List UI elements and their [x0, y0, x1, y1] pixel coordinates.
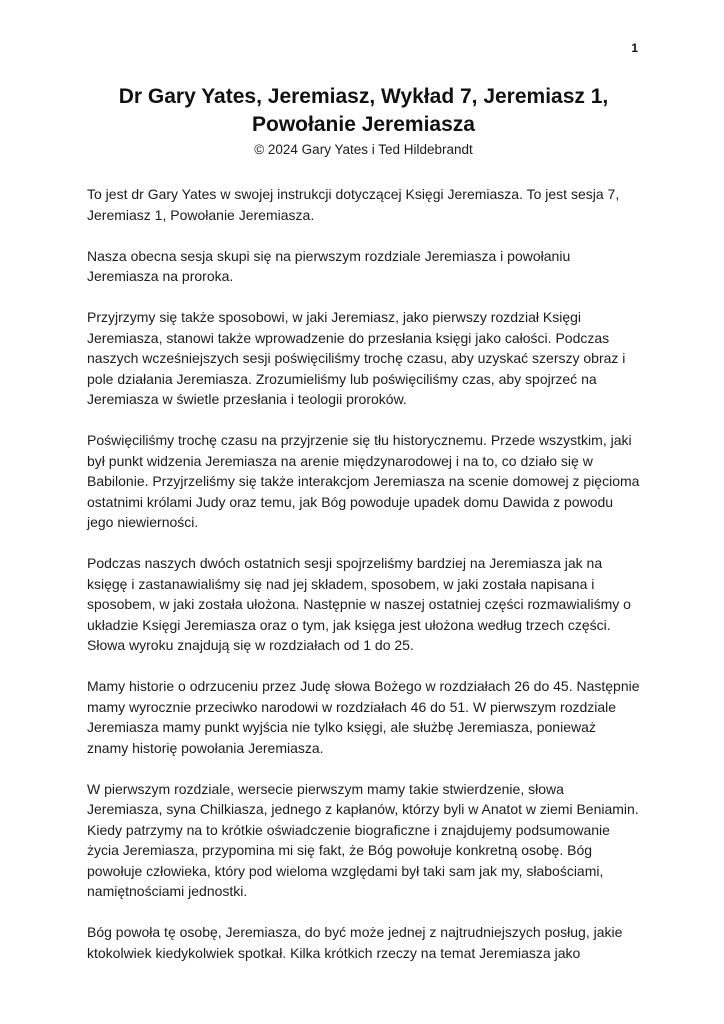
- paragraph-7: W pierwszym rozdziale, wersecie pierwszym mamy takie stwierdzenie, słowa Jeremiasza, syna Chilkiasza, jednego z kapłanów, którzy byli w Anatot w ziemi Beniamin. Kiedy patrzymy na to krótkie oświadczenie biograficzne i znajdujemy podsumowanie życia Jeremiasza, przypomina mi się fakt, że Bóg powołuje konkretną osobę. Bóg powołuje człowieka, który pod wieloma względami był taki sam jak my, słabościami, namiętnościami jednostki.: [87, 780, 639, 899]
- paragraph-1: To jest dr Gary Yates w swojej instrukcji dotyczącej Księgi Jeremiasza. To jest sesja 7, Jeremiasz 1, Powołanie Jeremiasza.: [87, 186, 620, 223]
- paragraph-3: Przyjrzymy się także sposobowi, w jaki Jeremiasz, jako pierwszy rozdział Księgi Jeremiasza, stanowi także wprowadzenie do przesłania księgi jako całości. Podczas naszych wcześniejszych sesji poświęciliśmy trochę czasu, aby uzyskać szerszy obraz i pole działania Jeremiasza. Zrozumieliśmy lub poświęciliśmy czas, aby spojrzeć na Jeremiasza w świetle przesłania i teologii proroków.: [87, 309, 626, 407]
- paragraph-6: Mamy historie o odrzuceniu przez Judę słowa Bożego w rozdziałach 26 do 45. Następnie mamy wyrocznie przeciwko narodowi w rozdziałach 46 do 51. W pierwszym rozdziale Jeremiasza mamy punkt wyjścia nie tylko księgi, ale służbę Jeremiasza, ponieważ znamy historię powołania Jeremiasza.: [87, 678, 640, 756]
- document-title: [87, 83, 640, 139]
- title-line-1: Dr Gary Yates, Jeremiasz, Wykład 7, Jeremiasz 1,: [118, 85, 609, 108]
- paragraph-4: Poświęciliśmy trochę czasu na przyjrzenie się tłu historycznemu. Przede wszystkim, jaki był punkt widzenia Jeremiasza na arenie międzynarodowej i na to, co działo się w Babilonie. Przyjrzeliśmy się także interakcjom Jeremiasza na scenie domowej z pięcioma ostatnimi królami Judy oraz temu, jak Bóg powoduje upadek domu Dawida z powodu jego niewierności.: [87, 432, 640, 530]
- paragraph-2: Nasza obecna sesja skupi się na pierwszym rozdziale Jeremiasza i powołaniu Jeremiasza na proroka.: [87, 247, 571, 284]
- page-number: 1: [631, 41, 638, 55]
- copyright-line: © 2024 Gary Yates i Ted Hildebrandt: [254, 142, 473, 157]
- title-line-2: Powołanie Jeremiasza: [252, 113, 475, 136]
- paragraph-8: Bóg powoła tę osobę, Jeremiasza, do być może jednej z najtrudniejszych posług, jakie ktokolwiek kiedykolwiek spotkał. Kilka krótkich rzeczy na temat Jeremiasza jako: [87, 924, 623, 961]
- document-body: [87, 184, 640, 963]
- paragraph-5: Podczas naszych dwóch ostatnich sesji spojrzeliśmy bardziej na Jeremiasza jak na księgę i zastanawialiśmy się nad jej składem, sposobem, w jaki została napisana i sposobem, w jaki została ułożona. Następnie w naszej ostatniej części rozmawialiśmy o układzie Księgi Jeremiasza oraz o tym, jak księga jest ułożona według trzech części. Słowa wyroku znajdują się w rozdziałach od 1 do 25.: [87, 555, 631, 653]
